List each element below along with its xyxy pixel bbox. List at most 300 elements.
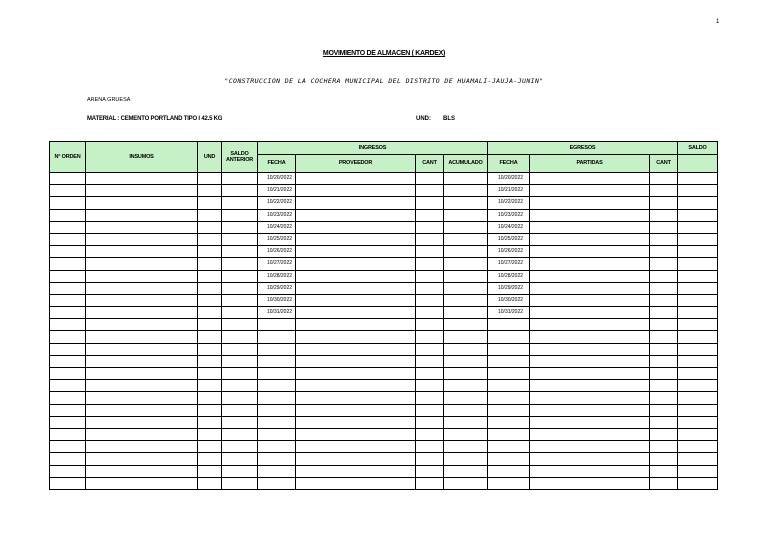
ingreso-cant-cell [416, 343, 444, 355]
saldo-anterior-cell [222, 416, 258, 428]
und-cell [198, 392, 222, 404]
partidas-cell [530, 209, 650, 221]
table-row [50, 246, 718, 258]
egreso-cant-cell [650, 392, 678, 404]
egreso-cant-cell [650, 233, 678, 245]
header-ingreso-fecha: FECHA [258, 155, 296, 173]
egreso-fecha-cell [488, 343, 530, 355]
saldo-anterior-cell [222, 246, 258, 258]
ingreso-fecha-cell [258, 404, 296, 416]
insumos-cell [86, 258, 198, 270]
acumulado-cell [444, 355, 488, 367]
saldo-cell [678, 416, 718, 428]
saldo-anterior-cell [222, 221, 258, 233]
partidas-cell [530, 294, 650, 306]
insumos-cell [86, 441, 198, 453]
egreso-cant-cell [650, 368, 678, 380]
egreso-fecha-cell [488, 416, 530, 428]
header-egresos: EGRESOS [488, 142, 678, 155]
ingreso-cant-cell [416, 319, 444, 331]
partidas-cell [530, 282, 650, 294]
saldo-cell [678, 355, 718, 367]
und-cell [198, 428, 222, 440]
orden-cell [50, 233, 86, 245]
acumulado-cell [444, 282, 488, 294]
ingreso-fecha-cell: 10/23/2022 [258, 209, 296, 221]
insumos-cell [86, 246, 198, 258]
ingreso-fecha-cell: 10/29/2022 [258, 282, 296, 294]
table-row [50, 258, 718, 270]
saldo-anterior-cell [222, 343, 258, 355]
egreso-cant-cell [650, 173, 678, 185]
ingreso-fecha-cell [258, 392, 296, 404]
orden-cell [50, 221, 86, 233]
orden-cell [50, 441, 86, 453]
und-cell [198, 221, 222, 233]
proveedor-cell [296, 453, 416, 465]
acumulado-cell [444, 319, 488, 331]
und-cell [198, 258, 222, 270]
header-saldo-blank [678, 155, 718, 173]
table-row [50, 209, 718, 221]
saldo-cell [678, 380, 718, 392]
table-row [50, 282, 718, 294]
unit-value: BLS [443, 116, 455, 122]
partidas-cell [530, 441, 650, 453]
acumulado-cell [444, 343, 488, 355]
egreso-cant-cell [650, 221, 678, 233]
saldo-cell [678, 294, 718, 306]
proveedor-cell [296, 173, 416, 185]
ingreso-cant-cell [416, 233, 444, 245]
egreso-fecha-cell: 10/21/2022 [488, 185, 530, 197]
saldo-cell [678, 246, 718, 258]
table-row [50, 416, 718, 428]
proveedor-cell [296, 477, 416, 489]
material-type: ARENA GRUESA [87, 97, 131, 103]
und-cell [198, 270, 222, 282]
und-cell [198, 355, 222, 367]
ingreso-fecha-cell [258, 355, 296, 367]
egreso-fecha-cell [488, 319, 530, 331]
orden-cell [50, 270, 86, 282]
ingreso-fecha-cell [258, 465, 296, 477]
egreso-fecha-cell: 10/20/2022 [488, 173, 530, 185]
table-row [50, 331, 718, 343]
saldo-cell [678, 173, 718, 185]
acumulado-cell [444, 465, 488, 477]
egreso-fecha-cell: 10/29/2022 [488, 282, 530, 294]
ingreso-cant-cell [416, 355, 444, 367]
table-row [50, 343, 718, 355]
orden-cell [50, 392, 86, 404]
table-row [50, 368, 718, 380]
proveedor-cell [296, 368, 416, 380]
egreso-cant-cell [650, 465, 678, 477]
und-cell [198, 197, 222, 209]
egreso-cant-cell [650, 270, 678, 282]
orden-cell [50, 380, 86, 392]
orden-cell [50, 185, 86, 197]
insumos-cell [86, 428, 198, 440]
header-ingresos: INGRESOS [258, 142, 488, 155]
und-cell [198, 441, 222, 453]
header-insumos: INSUMOS [86, 142, 198, 173]
table-row [50, 453, 718, 465]
saldo-anterior-cell [222, 355, 258, 367]
orden-cell [50, 331, 86, 343]
saldo-cell [678, 477, 718, 489]
insumos-cell [86, 270, 198, 282]
saldo-anterior-cell [222, 233, 258, 245]
unit-label: UND: [416, 116, 431, 122]
insumos-cell [86, 282, 198, 294]
proveedor-cell [296, 319, 416, 331]
page-number: 1 [716, 19, 720, 25]
ingreso-cant-cell [416, 441, 444, 453]
ingreso-cant-cell [416, 453, 444, 465]
orden-cell [50, 246, 86, 258]
insumos-cell [86, 343, 198, 355]
ingreso-cant-cell [416, 307, 444, 319]
proveedor-cell [296, 428, 416, 440]
acumulado-cell [444, 221, 488, 233]
header-saldo: SALDO [678, 142, 718, 155]
orden-cell [50, 258, 86, 270]
saldo-anterior-cell [222, 209, 258, 221]
egreso-cant-cell [650, 282, 678, 294]
orden-cell [50, 355, 86, 367]
partidas-cell [530, 392, 650, 404]
table-row [50, 307, 718, 319]
ingreso-fecha-cell [258, 428, 296, 440]
egreso-fecha-cell [488, 428, 530, 440]
partidas-cell [530, 197, 650, 209]
header-egreso-cant: CANT [650, 155, 678, 173]
acumulado-cell [444, 368, 488, 380]
table-row [50, 197, 718, 209]
partidas-cell [530, 270, 650, 282]
orden-cell [50, 319, 86, 331]
table-row [50, 392, 718, 404]
orden-cell [50, 477, 86, 489]
table-row [50, 465, 718, 477]
egreso-fecha-cell [488, 441, 530, 453]
acumulado-cell [444, 453, 488, 465]
und-cell [198, 307, 222, 319]
und-cell [198, 343, 222, 355]
egreso-fecha-cell: 10/22/2022 [488, 197, 530, 209]
saldo-cell [678, 307, 718, 319]
und-cell [198, 331, 222, 343]
acumulado-cell [444, 197, 488, 209]
ingreso-fecha-cell [258, 416, 296, 428]
und-cell [198, 319, 222, 331]
egreso-fecha-cell [488, 368, 530, 380]
insumos-cell [86, 197, 198, 209]
saldo-anterior-cell [222, 392, 258, 404]
partidas-cell [530, 258, 650, 270]
table-row [50, 477, 718, 489]
ingreso-cant-cell [416, 282, 444, 294]
proveedor-cell [296, 270, 416, 282]
acumulado-cell [444, 416, 488, 428]
table-row [50, 441, 718, 453]
proveedor-cell [296, 441, 416, 453]
ingreso-cant-cell [416, 404, 444, 416]
proveedor-cell [296, 307, 416, 319]
ingreso-cant-cell [416, 197, 444, 209]
insumos-cell [86, 294, 198, 306]
und-cell [198, 465, 222, 477]
proveedor-cell [296, 294, 416, 306]
saldo-cell [678, 392, 718, 404]
document-title: MOVIMIENTO DE ALMACEN ( KARDEX) [322, 50, 446, 57]
proveedor-cell [296, 221, 416, 233]
header-orden: N° ORDEN [50, 142, 86, 173]
egreso-cant-cell [650, 307, 678, 319]
proveedor-cell [296, 392, 416, 404]
partidas-cell [530, 416, 650, 428]
proveedor-cell [296, 209, 416, 221]
und-cell [198, 368, 222, 380]
partidas-cell [530, 453, 650, 465]
orden-cell [50, 368, 86, 380]
und-cell [198, 233, 222, 245]
insumos-cell [86, 307, 198, 319]
proveedor-cell [296, 343, 416, 355]
header-und: UND [198, 142, 222, 173]
insumos-cell [86, 392, 198, 404]
table-row [50, 221, 718, 233]
proveedor-cell [296, 355, 416, 367]
egreso-cant-cell [650, 404, 678, 416]
table-row [50, 355, 718, 367]
saldo-anterior-cell [222, 270, 258, 282]
saldo-anterior-cell [222, 307, 258, 319]
saldo-cell [678, 368, 718, 380]
saldo-cell [678, 404, 718, 416]
saldo-cell [678, 185, 718, 197]
ingreso-fecha-cell: 10/25/2022 [258, 233, 296, 245]
saldo-anterior-cell [222, 404, 258, 416]
acumulado-cell [444, 246, 488, 258]
ingreso-fecha-cell: 10/20/2022 [258, 173, 296, 185]
ingreso-fecha-cell: 10/31/2022 [258, 307, 296, 319]
partidas-cell [530, 428, 650, 440]
egreso-fecha-cell [488, 465, 530, 477]
orden-cell [50, 453, 86, 465]
orden-cell [50, 404, 86, 416]
saldo-anterior-cell [222, 428, 258, 440]
egreso-fecha-cell [488, 404, 530, 416]
saldo-anterior-cell [222, 173, 258, 185]
egreso-fecha-cell: 10/27/2022 [488, 258, 530, 270]
orden-cell [50, 197, 86, 209]
insumos-cell [86, 173, 198, 185]
saldo-anterior-cell [222, 282, 258, 294]
ingreso-cant-cell [416, 294, 444, 306]
header-saldo-anterior: SALDO ANTERIOR [222, 142, 258, 173]
proveedor-cell [296, 185, 416, 197]
saldo-cell [678, 465, 718, 477]
saldo-cell [678, 331, 718, 343]
acumulado-cell [444, 294, 488, 306]
saldo-cell [678, 221, 718, 233]
saldo-cell [678, 428, 718, 440]
und-cell [198, 282, 222, 294]
insumos-cell [86, 233, 198, 245]
egreso-cant-cell [650, 246, 678, 258]
saldo-anterior-cell [222, 465, 258, 477]
und-cell [198, 416, 222, 428]
partidas-cell [530, 173, 650, 185]
partidas-cell [530, 307, 650, 319]
orden-cell [50, 428, 86, 440]
insumos-cell [86, 209, 198, 221]
und-cell [198, 453, 222, 465]
egreso-cant-cell [650, 380, 678, 392]
acumulado-cell [444, 392, 488, 404]
saldo-anterior-cell [222, 185, 258, 197]
table-row [50, 185, 718, 197]
ingreso-fecha-cell: 10/28/2022 [258, 270, 296, 282]
ingreso-cant-cell [416, 270, 444, 282]
saldo-anterior-cell [222, 477, 258, 489]
orden-cell [50, 343, 86, 355]
insumos-cell [86, 477, 198, 489]
partidas-cell [530, 368, 650, 380]
egreso-cant-cell [650, 343, 678, 355]
acumulado-cell [444, 209, 488, 221]
ingreso-fecha-cell [258, 453, 296, 465]
orden-cell [50, 173, 86, 185]
ingreso-cant-cell [416, 428, 444, 440]
saldo-anterior-cell [222, 453, 258, 465]
ingreso-cant-cell [416, 368, 444, 380]
saldo-anterior-cell [222, 197, 258, 209]
partidas-cell [530, 404, 650, 416]
acumulado-cell [444, 307, 488, 319]
table-row [50, 173, 718, 185]
acumulado-cell [444, 477, 488, 489]
egreso-cant-cell [650, 209, 678, 221]
saldo-anterior-cell [222, 294, 258, 306]
proveedor-cell [296, 258, 416, 270]
ingreso-fecha-cell [258, 343, 296, 355]
ingreso-fecha-cell [258, 380, 296, 392]
egreso-fecha-cell: 10/31/2022 [488, 307, 530, 319]
insumos-cell [86, 465, 198, 477]
ingreso-fecha-cell: 10/26/2022 [258, 246, 296, 258]
egreso-fecha-cell [488, 453, 530, 465]
partidas-cell [530, 343, 650, 355]
ingreso-fecha-cell: 10/24/2022 [258, 221, 296, 233]
ingreso-fecha-cell: 10/21/2022 [258, 185, 296, 197]
ingreso-fecha-cell: 10/27/2022 [258, 258, 296, 270]
acumulado-cell [444, 173, 488, 185]
ingreso-cant-cell [416, 209, 444, 221]
acumulado-cell [444, 185, 488, 197]
saldo-cell [678, 343, 718, 355]
proveedor-cell [296, 197, 416, 209]
project-subtitle: "CONSTRUCCION DE LA COCHERA MUNICIPAL DEL DISTRITO DE HUAMALI-JAUJA-JUNIN" [224, 77, 544, 85]
partidas-cell [530, 477, 650, 489]
ingreso-fecha-cell [258, 331, 296, 343]
saldo-anterior-cell [222, 368, 258, 380]
saldo-anterior-cell [222, 331, 258, 343]
insumos-cell [86, 221, 198, 233]
ingreso-fecha-cell [258, 319, 296, 331]
saldo-cell [678, 270, 718, 282]
egreso-fecha-cell: 10/28/2022 [488, 270, 530, 282]
egreso-fecha-cell: 10/25/2022 [488, 233, 530, 245]
table-row [50, 233, 718, 245]
ingreso-cant-cell [416, 380, 444, 392]
ingreso-fecha-cell [258, 441, 296, 453]
saldo-cell [678, 453, 718, 465]
ingreso-cant-cell [416, 465, 444, 477]
table-row [50, 404, 718, 416]
saldo-cell [678, 282, 718, 294]
egreso-fecha-cell: 10/30/2022 [488, 294, 530, 306]
egreso-cant-cell [650, 355, 678, 367]
partidas-cell [530, 465, 650, 477]
saldo-anterior-cell [222, 319, 258, 331]
kardex-table [49, 141, 718, 490]
egreso-fecha-cell [488, 477, 530, 489]
saldo-cell [678, 319, 718, 331]
ingreso-cant-cell [416, 392, 444, 404]
orden-cell [50, 465, 86, 477]
egreso-cant-cell [650, 294, 678, 306]
insumos-cell [86, 185, 198, 197]
acumulado-cell [444, 258, 488, 270]
orden-cell [50, 209, 86, 221]
proveedor-cell [296, 465, 416, 477]
header-proveedor: PROVEEDOR [296, 155, 416, 173]
und-cell [198, 209, 222, 221]
egreso-cant-cell [650, 441, 678, 453]
saldo-cell [678, 441, 718, 453]
egreso-cant-cell [650, 331, 678, 343]
header-egreso-fecha: FECHA [488, 155, 530, 173]
table-row [50, 428, 718, 440]
ingreso-cant-cell [416, 173, 444, 185]
ingreso-cant-cell [416, 246, 444, 258]
egreso-cant-cell [650, 258, 678, 270]
acumulado-cell [444, 441, 488, 453]
saldo-anterior-cell [222, 441, 258, 453]
ingreso-cant-cell [416, 185, 444, 197]
egreso-cant-cell [650, 477, 678, 489]
orden-cell [50, 307, 86, 319]
ingreso-cant-cell [416, 331, 444, 343]
insumos-cell [86, 368, 198, 380]
insumos-cell [86, 416, 198, 428]
ingreso-fecha-cell [258, 368, 296, 380]
orden-cell [50, 294, 86, 306]
saldo-cell [678, 209, 718, 221]
insumos-cell [86, 380, 198, 392]
ingreso-cant-cell [416, 221, 444, 233]
egreso-fecha-cell: 10/26/2022 [488, 246, 530, 258]
egreso-fecha-cell [488, 331, 530, 343]
egreso-cant-cell [650, 416, 678, 428]
table-row [50, 380, 718, 392]
egreso-cant-cell [650, 197, 678, 209]
und-cell [198, 173, 222, 185]
